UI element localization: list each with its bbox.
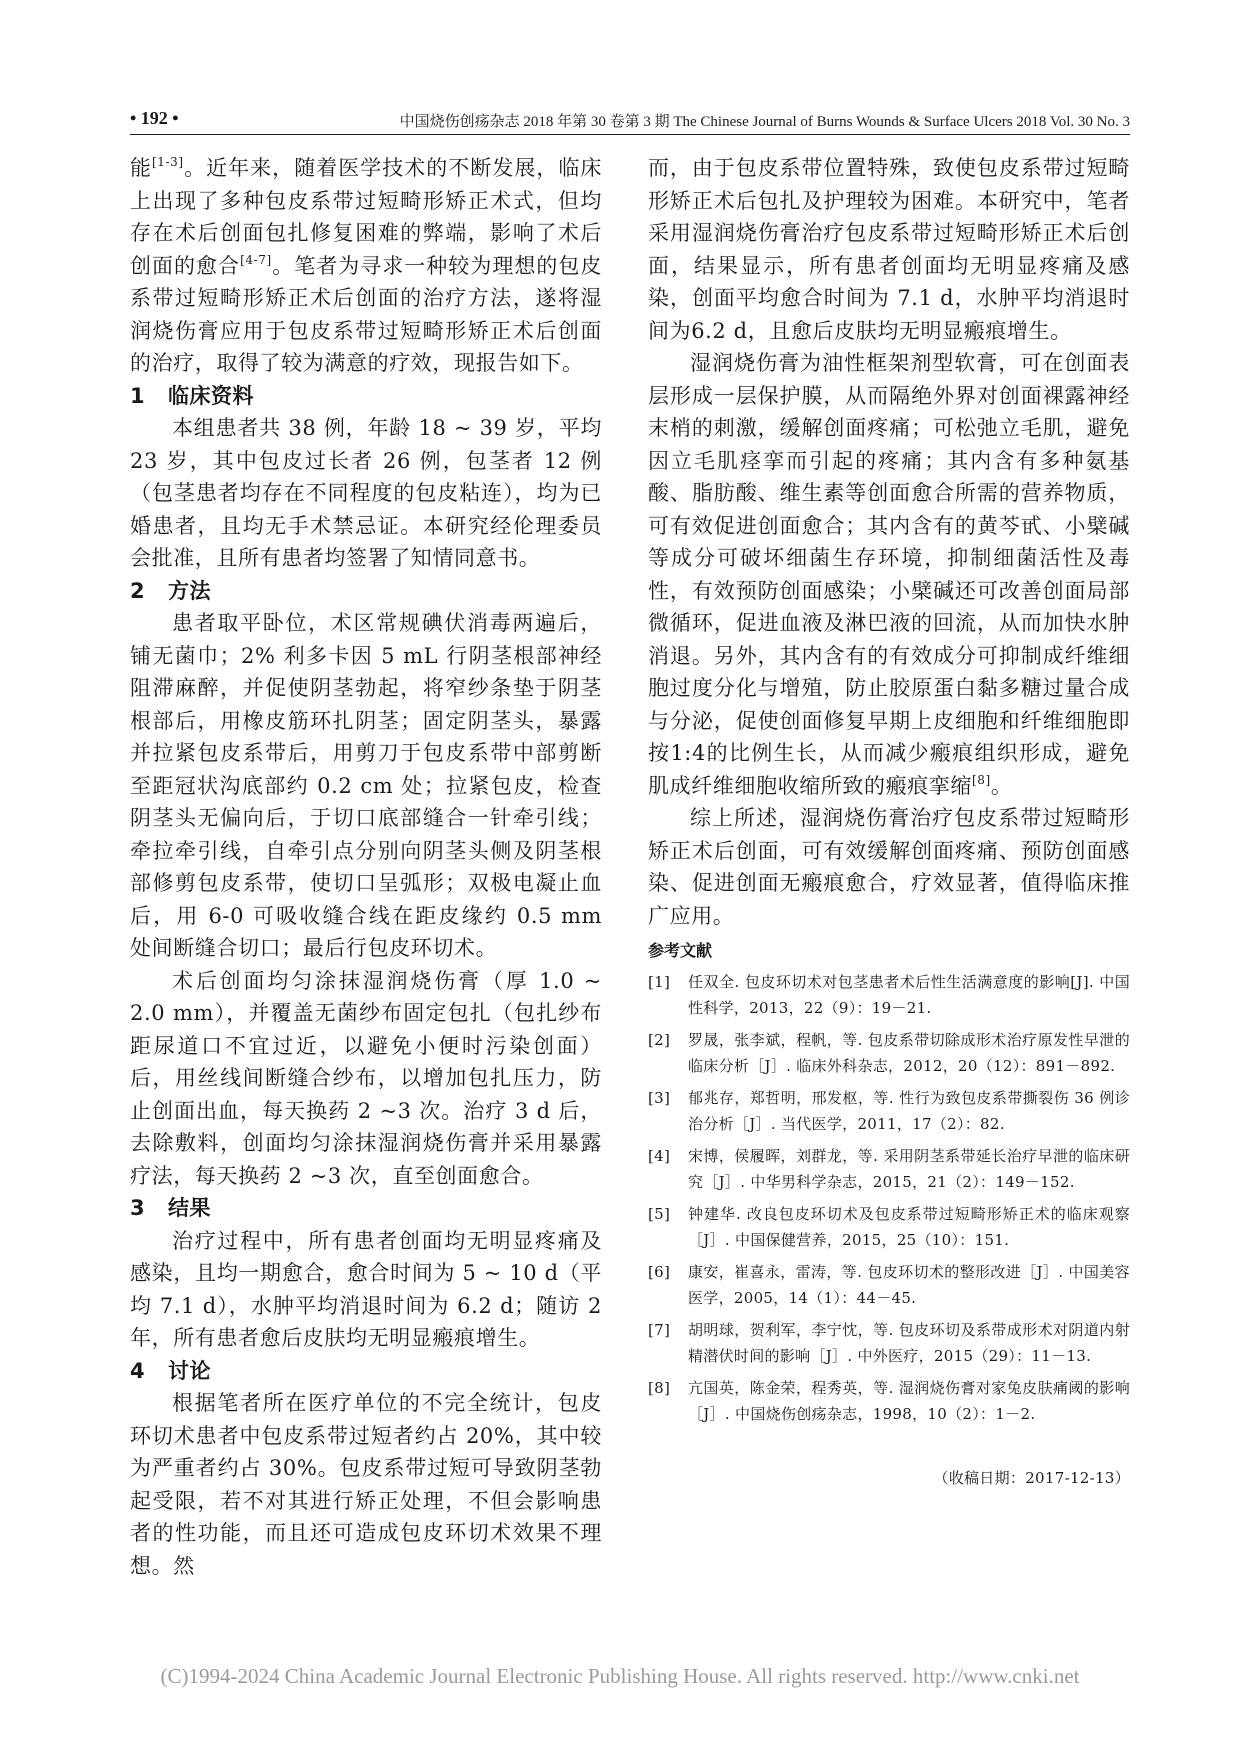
reference-item: [8] 亢国英，陈金荣，程秀英，等. 湿润烧伤膏对家兔皮肤痛阈的影响［J］. 中国烧伤创疡杂志，1998，10（2）：1－2. xyxy=(648,1379,1130,1423)
intro-paragraph: 能[1-3]。近年来，随着医学技术的不断发展，临床上出现了多种包皮系带过短畸形矫正术式，但均存在术后创面包扎修复困难的弊端，影响了术后创面的愈合[4-7]。笔者为寻求一种较为理想的包皮系带过短畸形矫正术后创面的治疗方法，遂将湿润烧伤膏应用于包皮系带过短畸形矫正术后创面的治疗，取得了较为满意的疗效，现报告如下。 xyxy=(130,155,602,375)
citation-link[interactable]: [8] xyxy=(972,772,991,787)
received-date: （收稿日期：2017-12-13） xyxy=(933,1469,1130,1487)
left-column xyxy=(130,152,602,1582)
reference-item: [1] 任双全. 包皮环切术对包茎患者术后性生活满意度的影响[J]. 中国性科学，2013，22（9）：19－21. xyxy=(648,973,1130,1017)
mebo-mechanism-paragraph: 湿润烧伤膏为油性框架剂型软膏，可在创面表层形成一层保护膜，从而隔绝外界对创面裸露神经末梢的刺激，缓解创面疼痛；可松弛立毛肌，避免因立毛肌痉挛而引起的疼痛；其内含有多种氨基酸、脂肪酸、维生素等创面愈合所需的营养物质，可有效促进创面愈合；其内含有的黄芩甙、小檗碱等成分可破坏细菌生存环境，抑制细菌活性及毒性，有效预防创面感染；小檗碱还可改善创面局部微循环，促进血液及淋巴液的回流，从而加快水肿消退。另外，其内含有的有效成分可抑制成纤维细胞过度分化与增殖，防止胶原蛋白黏多糖过量合成与分泌，促使创面修复早期上皮细胞和纤维细胞即按1:4的比例生长，从而减少瘢痕组织形成，避免肌成纤维细胞收缩所致的瘢痕挛缩[8]。 xyxy=(648,351,1130,798)
reference-list xyxy=(648,969,1130,1427)
clinical-data-paragraph: 本组患者共 38 例，年龄 18 ~ 39 岁，平均 23 岁，其中包皮过长者 26 例，包茎者 12 例（包茎患者均存在不同程度的包皮粘连），均为已婚患者，且均无手术禁忌证。本研究经伦理委员会批准，且所有患者均签署了知情同意书。 xyxy=(130,416,602,570)
copyright-footer: (C)1994-2024 China Academic Journal Electronic Publishing House. All rights reserved. http://www.cnki.net xyxy=(160,1664,1080,1688)
reference-item: [3] 郁兆存，郑哲明，邢发枢，等. 性行为致包皮系带撕裂伤 36 例诊治分析［J］. 当代医学，2011，17（2）：82. xyxy=(648,1089,1130,1133)
methods-paragraph-1: 患者取平卧位，术区常规碘伏消毒两遍后，铺无菌巾；2% 利多卡因 5 mL 行阴茎根部神经阻滞麻醉，并促使阴茎勃起，将窄纱条垫于阴茎根部后，用橡皮筋环扎阴茎；固定阴茎头，暴露并拉紧包皮系带后，用剪刀于包皮系带中部剪断至距冠状沟底部约 0.2 cm 处；拉紧包皮，检查阴茎头无偏向后，于切口底部缝合一针牵引线；牵拉牵引线，自牵引点分别向阴茎头侧及阴茎根部修剪包皮系带，使切口呈弧形；双极电凝止血后，用 6-0 可吸收缝合线在距皮缘约 0.5 mm 处间断缝合切口；最后行包皮环切术。 xyxy=(130,611,602,960)
citation-link[interactable]: [1-3] xyxy=(152,155,184,169)
references-heading: 参考文献 xyxy=(648,941,713,960)
reference-item: [5] 钟建华. 改良包皮环切术及包皮系带过短畸形矫正术的临床观察［J］. 中国保健营养，2015，25（10）：151. xyxy=(648,1205,1130,1249)
right-column xyxy=(648,152,1130,1488)
running-header xyxy=(130,108,1130,135)
citation-link[interactable]: [4-7] xyxy=(240,252,272,267)
methods-paragraph-2: 术后创面均匀涂抹湿润烧伤膏（厚 1.0 ~ 2.0 mm），并覆盖无菌纱布固定包扎（包扎纱布距尿道口不宜过近，以避免小便时污染创面）后，用丝线间断缝合纱布，以增加包扎压力，防止创面出血，每天换药 2 ~3 次。治疗 3 d 后，去除敷料，创面均匀涂抹湿润烧伤膏并采用暴露疗法，每天换药 2 ~3 次，直至创面愈合。 xyxy=(130,968,602,1188)
results-paragraph: 治疗过程中，所有患者创面均无明显疼痛及感染，且均一期愈合，愈合时间为 5 ~ 10 d（平均 7.1 d），水肿平均消退时间为 6.2 d；随访 2 年，所有患者愈后皮肤均无明显瘢痕增生。 xyxy=(130,1228,602,1350)
reference-item: [7] 胡明球，贺利军，李宁忱，等. 包皮环切及系带成形术对阴道内射精潜伏时间的影响［J］. 中外医疗，2015（29）：11－13. xyxy=(648,1321,1130,1365)
section-heading-clinical-data: 1 临床资料 xyxy=(130,383,254,408)
reference-item: [6] 康安，崔喜永，雷涛，等. 包皮环切术的整形改进［J］. 中国美容医学，2005，14（1）：44－45. xyxy=(648,1263,1130,1307)
page-number: • 192 • xyxy=(130,108,179,128)
reference-item: [4] 宋博，侯履晖，刘群龙，等. 采用阴茎系带延长治疗早泄的临床研究［J］. 中华男科学杂志，2015，21（2）：149－152. xyxy=(648,1147,1130,1191)
journal-citation: 中国烧伤创疡杂志 2018 年第 30 卷第 3 期 The Chinese Journal of Burns Wounds & Surface Ulcers 2018 Vol. 30 No. 3 xyxy=(399,114,1130,130)
section-heading-results: 3 结果 xyxy=(130,1196,211,1220)
section-heading-discussion: 4 讨论 xyxy=(130,1358,211,1383)
discussion-continued-paragraph: 而，由于包皮系带位置特殊，致使包皮系带过短畸形矫正术后包扎及护理较为困难。本研究中，笔者采用湿润烧伤膏治疗包皮系带过短畸形矫正术后创面，结果显示，所有患者创面均无明显疼痛及感染，创面平均愈合时间为 7.1 d，水肿平均消退时间为6.2 d，且愈后皮肤均无明显瘢痕增生。 xyxy=(648,156,1130,343)
discussion-paragraph: 根据笔者所在医疗单位的不完全统计，包皮环切术患者中包皮系带过短者约占 20%，其中较为严重者约占 30%。包皮系带过短可导致阴茎勃起受限，若不对其进行矫正处理，不但会影响患者的性功能，而且还可造成包皮环切术效果不理想。然 xyxy=(130,1391,602,1578)
conclusion-paragraph: 综上所述，湿润烧伤膏治疗包皮系带过短畸形矫正术后创面，可有效缓解创面疼痛、预防创面感染、促进创面无瘢痕愈合，疗效显著，值得临床推广应用。 xyxy=(648,806,1130,928)
section-heading-methods: 2 方法 xyxy=(130,578,211,603)
reference-item: [2] 罗晟，张李斌，程帆，等. 包皮系带切除成形术治疗原发性早泄的临床分析［J］. 临床外科杂志，2012，20（12）：891－892. xyxy=(648,1031,1130,1075)
